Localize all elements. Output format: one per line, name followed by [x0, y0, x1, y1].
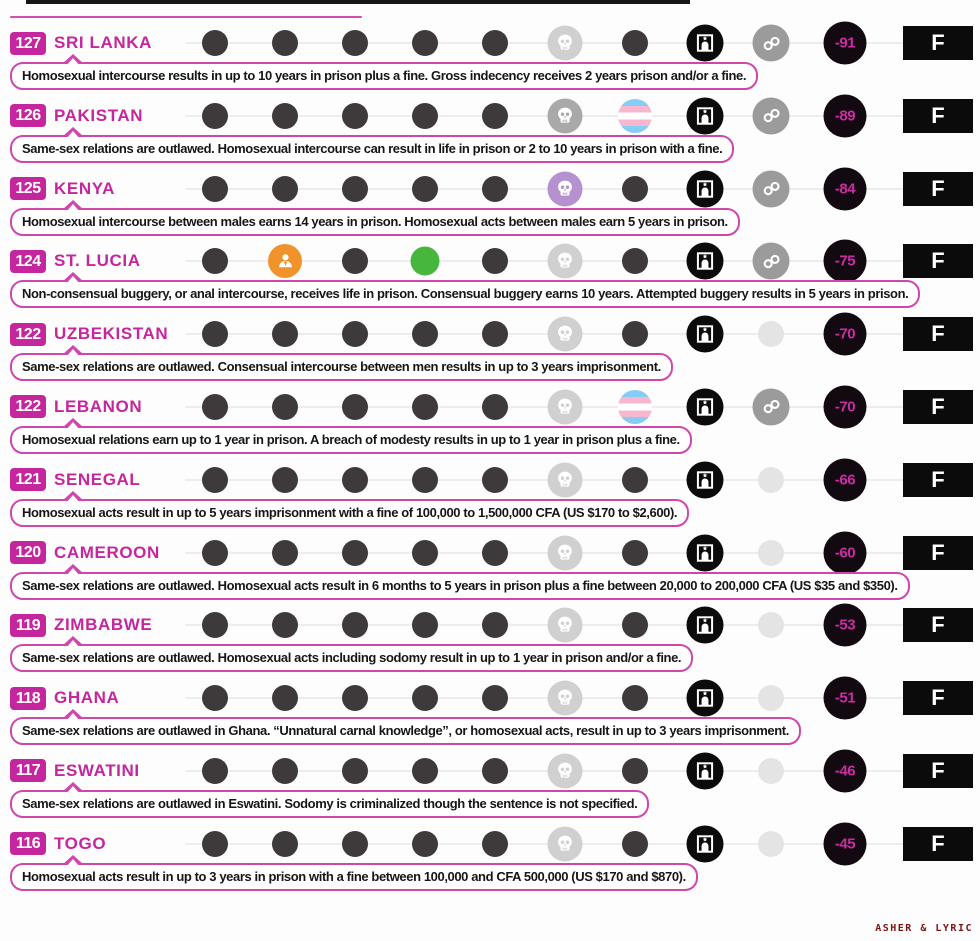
country-name: SENEGAL: [54, 469, 141, 489]
criterion-dot: [342, 248, 368, 274]
criterion-dot: [342, 321, 368, 347]
score-badge: -66: [824, 458, 867, 501]
criterion-dot: [482, 831, 508, 857]
criterion-dot: [412, 30, 438, 56]
trans-flag-icon: [618, 99, 652, 133]
description-bubble: Homosexual intercourse between males earns 14 years in prison. Homosexual acts between males earn 5 years in prison.: [10, 208, 740, 236]
handcuffs-icon: [753, 243, 790, 280]
description-row: [0, 280, 980, 308]
rank-badge: 122: [10, 395, 46, 418]
skull-icon: [548, 535, 583, 570]
criterion-dot: [482, 758, 508, 784]
description-row: [0, 790, 980, 818]
criterion-dot: [342, 758, 368, 784]
criterion-dot: [202, 540, 228, 566]
score-badge: -45: [824, 822, 867, 865]
skull-icon: [548, 462, 583, 497]
skull-icon: [548, 244, 583, 279]
criterion-dot: [342, 831, 368, 857]
criterion-dot: [272, 30, 298, 56]
description-row: [0, 62, 980, 90]
criterion-dot: [412, 612, 438, 638]
rank-badge: 124: [10, 250, 46, 273]
handcuffs-icon: [753, 97, 790, 134]
criterion-dot-green: [411, 247, 440, 276]
country-row: [0, 750, 980, 823]
criterion-dot: [482, 612, 508, 638]
criterion-dot-faded: [758, 685, 784, 711]
description-bubble: Same-sex relations are outlawed. Homosexual intercourse can result in life in prison or 2 to 10 years in prison with a fine.: [10, 135, 734, 163]
criterion-dot: [272, 103, 298, 129]
description-bubble: Homosexual acts result in up to 3 years in prison with a fine between 100,000 and CFA 500,000 (US $170 and $870).: [10, 863, 698, 891]
rank-badge: 116: [10, 832, 46, 855]
skull-icon: [548, 98, 583, 133]
score-badge: -46: [824, 749, 867, 792]
description-row: [0, 499, 980, 527]
rank-badge: 121: [10, 468, 46, 491]
rank-badge: 125: [10, 177, 46, 200]
country-row: [0, 677, 980, 750]
criterion-dot: [622, 540, 648, 566]
criterion-dot: [482, 685, 508, 711]
country-name: ZIMBABWE: [54, 615, 153, 635]
country-row: [0, 22, 980, 95]
description-row: [0, 644, 980, 672]
country-row-line: [0, 22, 980, 64]
criterion-dot: [622, 176, 648, 202]
criterion-dot: [482, 394, 508, 420]
score-badge: -70: [824, 385, 867, 428]
criterion-dot: [412, 394, 438, 420]
description-bubble: Homosexual relations earn up to 1 year in prison. A breach of modesty results in up to 1 year in prison plus a fine.: [10, 426, 692, 454]
description-row: [0, 208, 980, 236]
criterion-dot: [412, 321, 438, 347]
rank-badge: 127: [10, 32, 46, 55]
rank-badge: 126: [10, 104, 46, 127]
door-star-icon: [687, 461, 724, 498]
score-badge: -60: [824, 531, 867, 574]
grade-box: F: [903, 317, 973, 351]
criterion-dot: [482, 540, 508, 566]
score-badge: -51: [824, 677, 867, 720]
country-row: [0, 823, 980, 896]
score-badge: -53: [824, 604, 867, 647]
grade-box: F: [903, 172, 973, 206]
criterion-dot: [202, 30, 228, 56]
skull-icon: [548, 389, 583, 424]
criterion-dot: [622, 612, 648, 638]
rank-badge: 118: [10, 687, 46, 710]
criterion-dot: [272, 758, 298, 784]
grade-box: F: [903, 26, 973, 60]
criterion-dot: [202, 758, 228, 784]
description-row: [0, 135, 980, 163]
grade-box: F: [903, 390, 973, 424]
grade-box: F: [903, 681, 973, 715]
criterion-dot-faded: [758, 540, 784, 566]
country-row-line: [0, 750, 980, 792]
door-star-icon: [687, 607, 724, 644]
description-bubble: Same-sex relations are outlawed in Ghana. “Unnatural carnal knowledge”, or homosexual acts, result in up to 3 years imprisonment.: [10, 717, 801, 745]
criterion-dot: [272, 831, 298, 857]
country-row: [0, 459, 980, 532]
criterion-dot: [202, 467, 228, 493]
grade-box: F: [903, 536, 973, 570]
door-star-icon: [687, 388, 724, 425]
grade-box: F: [903, 827, 973, 861]
criterion-dot: [482, 321, 508, 347]
door-star-icon: [687, 752, 724, 789]
criterion-dot: [202, 831, 228, 857]
criterion-dot: [412, 831, 438, 857]
person-icon: [268, 244, 302, 278]
criterion-dot: [622, 321, 648, 347]
country-row-line: [0, 823, 980, 865]
criterion-dot: [202, 612, 228, 638]
door-star-icon: [687, 170, 724, 207]
description-bubble: Same-sex relations are outlawed. Homosexual acts result in 6 months to 5 years in prison plus a fine between 20,000 to 200,000 CFA (US $35 and $350).: [10, 572, 910, 600]
door-star-icon: [687, 825, 724, 862]
country-row-line: [0, 313, 980, 355]
description-bubble: Same-sex relations are outlawed. Consensual intercourse between men results in up to 3 years imprisonment.: [10, 353, 673, 381]
criterion-dot: [272, 467, 298, 493]
country-row-line: [0, 95, 980, 137]
criterion-dot: [342, 176, 368, 202]
handcuffs-icon: [753, 25, 790, 62]
criterion-dot: [622, 248, 648, 274]
country-row: [0, 168, 980, 241]
country-row: [0, 604, 980, 677]
country-row-line: [0, 604, 980, 646]
grade-box: F: [903, 463, 973, 497]
country-name: CAMEROON: [54, 542, 160, 562]
criterion-dot: [482, 467, 508, 493]
criterion-dot: [202, 685, 228, 711]
handcuffs-icon: [753, 170, 790, 207]
criterion-dot: [202, 248, 228, 274]
criterion-dot: [622, 831, 648, 857]
grade-box: F: [903, 608, 973, 642]
criterion-dot: [342, 467, 368, 493]
score-badge: -75: [824, 240, 867, 283]
door-star-icon: [687, 534, 724, 571]
skull-icon: [548, 171, 583, 206]
criterion-dot: [412, 103, 438, 129]
skull-icon: [548, 608, 583, 643]
rank-badge: 117: [10, 759, 46, 782]
description-row: [0, 572, 980, 600]
criterion-dot: [342, 30, 368, 56]
country-name: ST. LUCIA: [54, 251, 141, 271]
country-name: GHANA: [54, 688, 120, 708]
criterion-dot: [272, 321, 298, 347]
criterion-dot: [342, 394, 368, 420]
country-name: ESWATINI: [54, 760, 140, 780]
criterion-dot: [482, 176, 508, 202]
footer-credit: ASHER & LYRIC: [875, 923, 973, 934]
cropped-black-bar: [26, 0, 690, 4]
country-name: SRI LANKA: [54, 33, 152, 52]
country-row-line: [0, 240, 980, 282]
handcuffs-icon: [753, 388, 790, 425]
country-name: KENYA: [54, 178, 115, 198]
skull-icon: [548, 826, 583, 861]
country-name: PAKISTAN: [54, 105, 144, 125]
score-badge: -70: [824, 313, 867, 356]
criterion-dot: [412, 467, 438, 493]
criterion-dot: [482, 248, 508, 274]
criterion-dot: [272, 685, 298, 711]
trans-flag-icon: [618, 390, 652, 424]
country-row-line: [0, 677, 980, 719]
country-row: [0, 240, 980, 313]
description-bubble: Non-consensual buggery, or anal intercourse, receives life in prison. Consensual buggery earns 10 years. Attempted buggery results in 5 years in prison.: [10, 280, 920, 308]
criterion-dot: [342, 540, 368, 566]
rank-badge: 122: [10, 323, 46, 346]
description-row: [0, 426, 980, 454]
criterion-dot: [272, 540, 298, 566]
description-bubble: Same-sex relations are outlawed in Eswatini. Sodomy is criminalized though the sentence is not specified.: [10, 790, 649, 818]
country-name: UZBEKISTAN: [54, 324, 169, 344]
description-row: [0, 863, 980, 891]
grade-box: F: [903, 754, 973, 788]
criterion-dot: [412, 758, 438, 784]
country-row: [0, 313, 980, 386]
score-badge: -91: [824, 22, 867, 65]
door-star-icon: [687, 25, 724, 62]
country-row: [0, 386, 980, 459]
description-bubble: Homosexual intercourse results in up to 10 years in prison plus a fine. Gross indecency receives 2 years prison and/or a fine.: [10, 62, 758, 90]
criterion-dot: [412, 540, 438, 566]
door-star-icon: [687, 680, 724, 717]
criterion-dot: [202, 103, 228, 129]
cropped-bubble-edge: [10, 16, 362, 18]
criterion-dot-faded: [758, 831, 784, 857]
criterion-dot: [202, 321, 228, 347]
skull-icon: [548, 317, 583, 352]
country-row-line: [0, 532, 980, 574]
criterion-dot: [412, 685, 438, 711]
country-name: TOGO: [54, 833, 107, 853]
criterion-dot: [482, 103, 508, 129]
description-bubble: Same-sex relations are outlawed. Homosexual acts including sodomy result in up to 1 year in prison and/or a fine.: [10, 644, 693, 672]
criterion-dot: [342, 685, 368, 711]
criterion-dot-faded: [758, 467, 784, 493]
grade-box: F: [903, 244, 973, 278]
door-star-icon: [687, 243, 724, 280]
description-bubble: Homosexual acts result in up to 5 years imprisonment with a fine of 100,000 to 1,500,000 CFA (US $170 to $2,600).: [10, 499, 689, 527]
door-star-icon: [687, 316, 724, 353]
criterion-dot: [272, 394, 298, 420]
criterion-dot: [272, 612, 298, 638]
criterion-dot: [202, 394, 228, 420]
description-row: [0, 353, 980, 381]
score-badge: -84: [824, 167, 867, 210]
criterion-dot: [272, 176, 298, 202]
criterion-dot: [342, 103, 368, 129]
country-row-line: [0, 386, 980, 428]
criterion-dot: [202, 176, 228, 202]
score-badge: -89: [824, 94, 867, 137]
criterion-dot: [482, 30, 508, 56]
criterion-dot: [342, 612, 368, 638]
country-row-line: [0, 459, 980, 501]
grade-box: F: [903, 99, 973, 133]
country-row: [0, 95, 980, 168]
rank-badge: 119: [10, 614, 46, 637]
rank-badge: 120: [10, 541, 46, 564]
country-name: LEBANON: [54, 396, 143, 416]
skull-icon: [548, 753, 583, 788]
criterion-dot: [622, 758, 648, 784]
criterion-dot-faded: [758, 758, 784, 784]
criterion-dot-faded: [758, 612, 784, 638]
description-row: [0, 717, 980, 745]
country-row-line: [0, 168, 980, 210]
country-row: [0, 532, 980, 605]
criterion-dot-faded: [758, 321, 784, 347]
criterion-dot: [412, 176, 438, 202]
criterion-dot: [622, 30, 648, 56]
country-ranking-list: [0, 22, 980, 896]
skull-icon: [548, 26, 583, 61]
door-star-icon: [687, 97, 724, 134]
skull-icon: [548, 681, 583, 716]
criterion-dot: [622, 467, 648, 493]
criterion-dot: [622, 685, 648, 711]
